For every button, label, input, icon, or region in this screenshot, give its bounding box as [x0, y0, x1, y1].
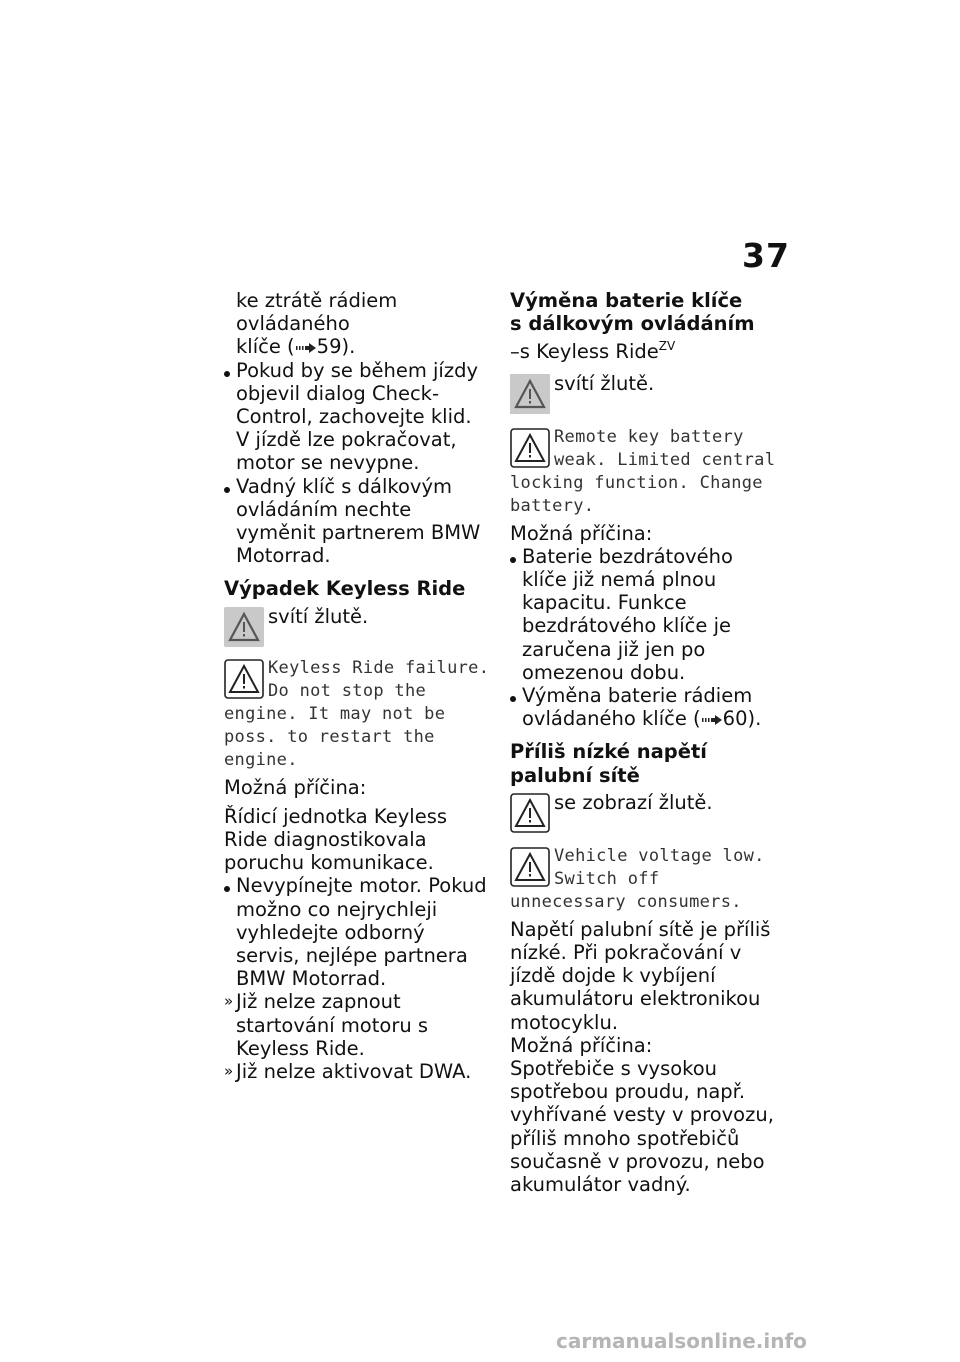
- page-ref-60: 60).: [722, 707, 762, 731]
- page-ref-arrow-icon: [701, 714, 723, 726]
- continued-text: [224, 289, 490, 359]
- bullet-text: Vadný klíč s dálkovým ovládáním nechte vyměnit partnerem BMW Motorrad.: [236, 474, 481, 568]
- warning-outline-row: [510, 791, 778, 837]
- voltage-description: Napětí palubní sítě je příliš nízké. Při pokračování v jízdě dojde k vybíjení akumulátoru elektronikou motocyklu.: [510, 917, 771, 1034]
- list-item: [224, 359, 490, 475]
- result-chevron-icon: »: [224, 1062, 234, 1081]
- check-control-message: Keyless Ride failure. Do not stop the engine. It may not be poss. to restart the engine.: [224, 657, 490, 770]
- bullet-dot-icon: [510, 696, 516, 702]
- cause-label: Možná příčina:: [510, 521, 653, 545]
- warning-triangle-outline-icon: [510, 793, 550, 833]
- page-ref-arrow-icon: [295, 342, 317, 354]
- watermark: carmanualsonline.info: [556, 1329, 807, 1353]
- page-ref-59: 59).: [316, 335, 356, 359]
- continued-line-2-text: klíče (: [236, 335, 295, 359]
- bullet-text: Výměna baterie rádiem ovládaného klíče (: [522, 684, 753, 731]
- result-item: [224, 1060, 490, 1083]
- check-control-message: Vehicle voltage low. Switch off unnecessary consumers.: [510, 845, 765, 912]
- bullet-dot-icon: [224, 886, 230, 892]
- list-item: [224, 475, 490, 568]
- check-control-row: [510, 426, 778, 518]
- result-chevron-icon: »: [224, 992, 234, 1011]
- list-item: [510, 545, 778, 684]
- section-title-battery-1: Výměna baterie klíče: [510, 289, 743, 312]
- lit-text: svítí žlutě.: [268, 604, 369, 628]
- warning-triangle-outline-icon: [224, 659, 264, 699]
- subtitle-text: –s Keyless Ride: [510, 340, 659, 364]
- bullet-dot-icon: [510, 557, 516, 563]
- bullet-text: Pokud by se během jízdy objevil dialog Check-Control, zachovejte klid. V jízdě lze pokračovat, motor se nevypne.: [236, 358, 479, 475]
- warning-triangle-outline-icon: [510, 847, 550, 887]
- list-item: [224, 874, 490, 990]
- left-column: [224, 289, 490, 1083]
- section-title-battery-2: s dálkovým ovládáním: [510, 312, 755, 336]
- check-control-row: [224, 657, 490, 772]
- result-text: Již nelze aktivovat DWA.: [236, 1060, 472, 1084]
- warning-triangle-icon: [510, 374, 550, 414]
- warning-triangle-icon: [224, 607, 264, 647]
- bullet-text: Nevypínejte motor. Pokud možno co nejrychleji vyhledejte odborný servis, nejlépe partnera BMW Motorrad.: [236, 874, 487, 991]
- display-text: se zobrazí žlutě.: [554, 790, 713, 814]
- continued-line-1: ke ztrátě rádiem ovládaného: [236, 289, 398, 336]
- subtitle-superscript: ZV: [658, 339, 676, 354]
- section-subtitle: [510, 335, 778, 363]
- result-text: Již nelze zapnout startování motoru s Keyless Ride.: [236, 990, 429, 1060]
- bullet-text: Baterie bezdrátového klíče již nemá plnou kapacitu. Funkce bezdrátového klíče je zaručena již jen po omezenou dobu.: [522, 544, 733, 684]
- cause-text: Řídicí jednotka Keyless Ride diagnostikovala poruchu komunikace.: [224, 804, 448, 875]
- cause-text: Spotřebiče s vysokou spotřebou proudu, např. vyhřívané vesty v provozu, příliš mnoho spotřebičů současně v provozu, nebo akumulátor vadný.: [510, 1057, 774, 1197]
- section-title-voltage: Příliš nízké napětí palubní sítě: [510, 740, 707, 787]
- lit-text: svítí žlutě.: [554, 371, 655, 395]
- section-title-keyless-failure: Výpadek Keyless Ride: [224, 577, 466, 601]
- bullet-dot-icon: [224, 487, 230, 493]
- check-control-message: Remote key battery weak. Limited central locking function. Change battery.: [510, 426, 776, 516]
- continued-line-2: [236, 335, 490, 358]
- page-number: 37: [742, 236, 790, 275]
- cause-label: Možná příčina:: [224, 775, 367, 799]
- cause-label: Možná příčina:: [510, 1033, 653, 1057]
- right-column: [510, 289, 778, 1196]
- warning-lit-row: [224, 605, 490, 651]
- warning-lit-row: [510, 372, 778, 418]
- warning-triangle-outline-icon: [510, 428, 550, 468]
- result-item: [224, 990, 490, 1060]
- check-control-row: [510, 845, 778, 914]
- list-item: [510, 684, 778, 730]
- bullet-dot-icon: [224, 371, 230, 377]
